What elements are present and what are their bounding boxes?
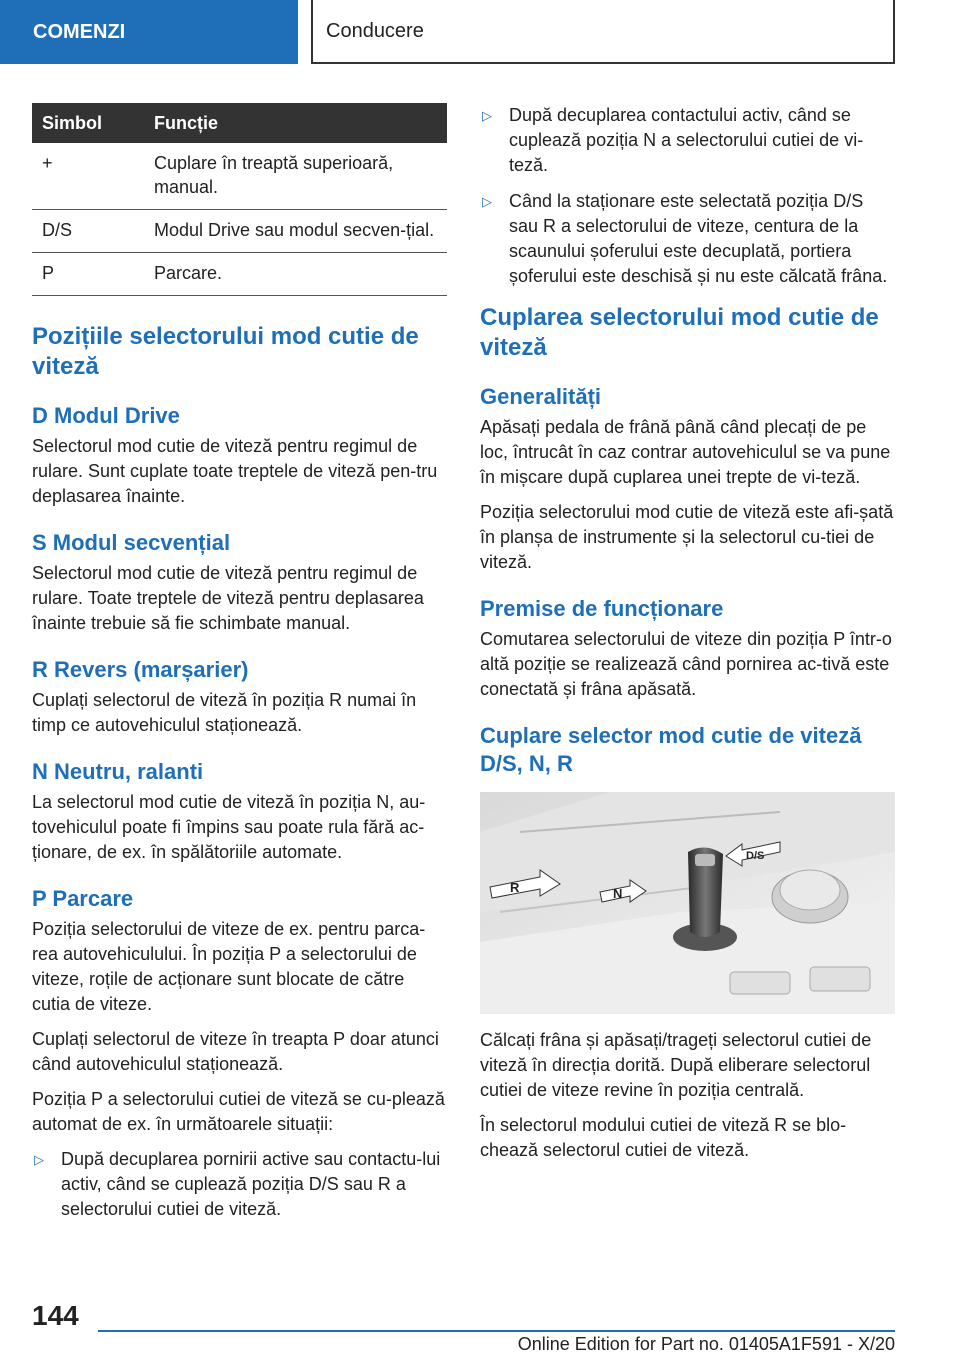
figure-label-r: R — [510, 880, 520, 895]
figure-label-ds: D/S — [746, 850, 765, 862]
bullet-list-right — [480, 103, 895, 289]
table-row — [32, 143, 447, 210]
gear-selector-illustration — [480, 792, 895, 1014]
heading-sequential-mode: S Modul secvențial — [32, 530, 231, 555]
table-cell-symbol: D/S — [32, 210, 154, 253]
paragraph-prerequisites: Comutarea selectorului de viteze din poziția P într-o altă poziție se realizează când pornirea ac‐tivă este conectată și frâna apăsată. — [480, 629, 892, 699]
list-item — [32, 1147, 447, 1222]
table-row — [32, 253, 447, 296]
figure-label-n: N — [613, 886, 623, 901]
table-cell-function: Parcare. — [154, 253, 447, 296]
paragraph-after-figure-1: Călcați frâna și apăsați/trageți selectorul cutiei de viteză în direcția dorită. După eliberare selectorul cutiei de viteze revine în poziția centrală. — [480, 1030, 872, 1100]
table-header-symbol: Simbol — [32, 103, 154, 143]
list-item-text: După decuplarea pornirii active sau contactu‐lui activ, când se cuplează poziția D/S sau R a selectorului cutiei de viteză. — [61, 1149, 441, 1219]
table-row — [32, 210, 447, 253]
heading-reverse: R Revers (marșarier) — [32, 657, 249, 682]
heading-general: Generalități — [480, 384, 602, 409]
table-cell-symbol: P — [32, 253, 154, 296]
heading-park: P Parcare — [32, 886, 134, 911]
paragraph-drive-mode: Selectorul mod cutie de viteză pentru regimul de rulare. Sunt cuplate toate treptele de viteză pen‐tru deplasarea înainte. — [32, 436, 438, 506]
section-heading-engaging: Cuplarea selectorului mod cutie de viteză — [480, 304, 879, 361]
left-column — [32, 103, 447, 1233]
triangle-bullet-icon: ▷ — [34, 1152, 44, 1167]
paragraph-park-2: Cuplați selectorul de viteze în treapta P doar atunci când autovehiculul staționează. — [32, 1029, 439, 1074]
symbol-table — [32, 103, 447, 296]
paragraph-general-2: Poziția selectorului mod cutie de viteză este afi‐șată în planșa de instrumente și la selectorul cu‐tiei de viteză. — [480, 502, 894, 572]
table-cell-symbol: + — [32, 143, 154, 210]
table-cell-function: Modul Drive sau modul secven‐țial. — [154, 210, 447, 253]
paragraph-neutral: La selectorul mod cutie de viteză în poziția N, au‐tovehiculul poate fi împins sau poate rula fără ac‐ționare, de ex. în spălătoriile automate. — [32, 792, 426, 862]
list-item — [480, 103, 895, 178]
bullet-list-left — [32, 1147, 447, 1222]
triangle-bullet-icon: ▷ — [482, 108, 492, 123]
section-heading-positions: Pozițiile selectorului mod cutie de viteză — [32, 323, 419, 380]
heading-neutral: N Neutru, ralanti — [32, 759, 204, 784]
paragraph-after-figure-2: În selectorul modului cutiei de viteză R se blo‐chează selectorul cutiei de viteză. — [480, 1115, 847, 1160]
heading-prerequisites: Premise de funcționare — [480, 596, 724, 621]
chapter-title: Conducere — [311, 0, 895, 64]
right-column — [480, 103, 895, 1173]
table-header-row — [32, 103, 447, 143]
triangle-bullet-icon: ▷ — [482, 194, 492, 209]
list-item — [480, 189, 895, 289]
list-item-text: După decuplarea contactului activ, când se cuplează poziția N a selectorului cutiei de vi‐teză. — [509, 105, 864, 175]
gear-selector-drawing — [480, 792, 895, 1014]
paragraph-park-3: Poziția P a selectorului cutiei de viteză se cu‐plează automat de ex. în următoarele situații: — [32, 1089, 445, 1134]
section-tab: COMENZI — [0, 0, 298, 64]
paragraph-park-1: Poziția selectorului de viteze de ex. pentru parca‐rea autovehiculului. În poziția P a selectorului de viteze, roțile de acționare sunt blocate de către cutia de viteze. — [32, 919, 426, 1014]
footer-edition: Online Edition for Part no. 01405A1F591 - X/20 — [517, 1334, 895, 1354]
page-number: 144 — [32, 1300, 79, 1331]
paragraph-sequential-mode: Selectorul mod cutie de viteză pentru regimul de rulare. Toate treptele de viteză pentru deplasarea înainte trebuie să fie schimbate manual. — [32, 563, 424, 633]
table-cell-function: Cuplare în treaptă superioară, manual. — [154, 143, 447, 210]
heading-engage-selector: Cuplare selector mod cutie de viteză D/S, N, R — [480, 723, 862, 776]
list-item-text: Când la staționare este selectată poziția D/S sau R a selectorului de viteze, centura de la scaunului șoferului este decuplată, portiera șoferului este deschisă și nu este călcată frâna. — [509, 191, 888, 286]
footer-divider — [98, 1330, 895, 1332]
paragraph-general-1: Apăsați pedala de frână până când plecați de pe loc, întrucât în caz contrar autovehiculul se va pune în mișcare după cuplarea unei trepte de vi‐teză. — [480, 417, 891, 487]
table-header-function: Funcție — [154, 103, 447, 143]
heading-drive-mode: D Modul Drive — [32, 403, 180, 428]
paragraph-reverse: Cuplați selectorul de viteză în poziția R numai în timp ce autovehiculul staționează. — [32, 690, 417, 735]
